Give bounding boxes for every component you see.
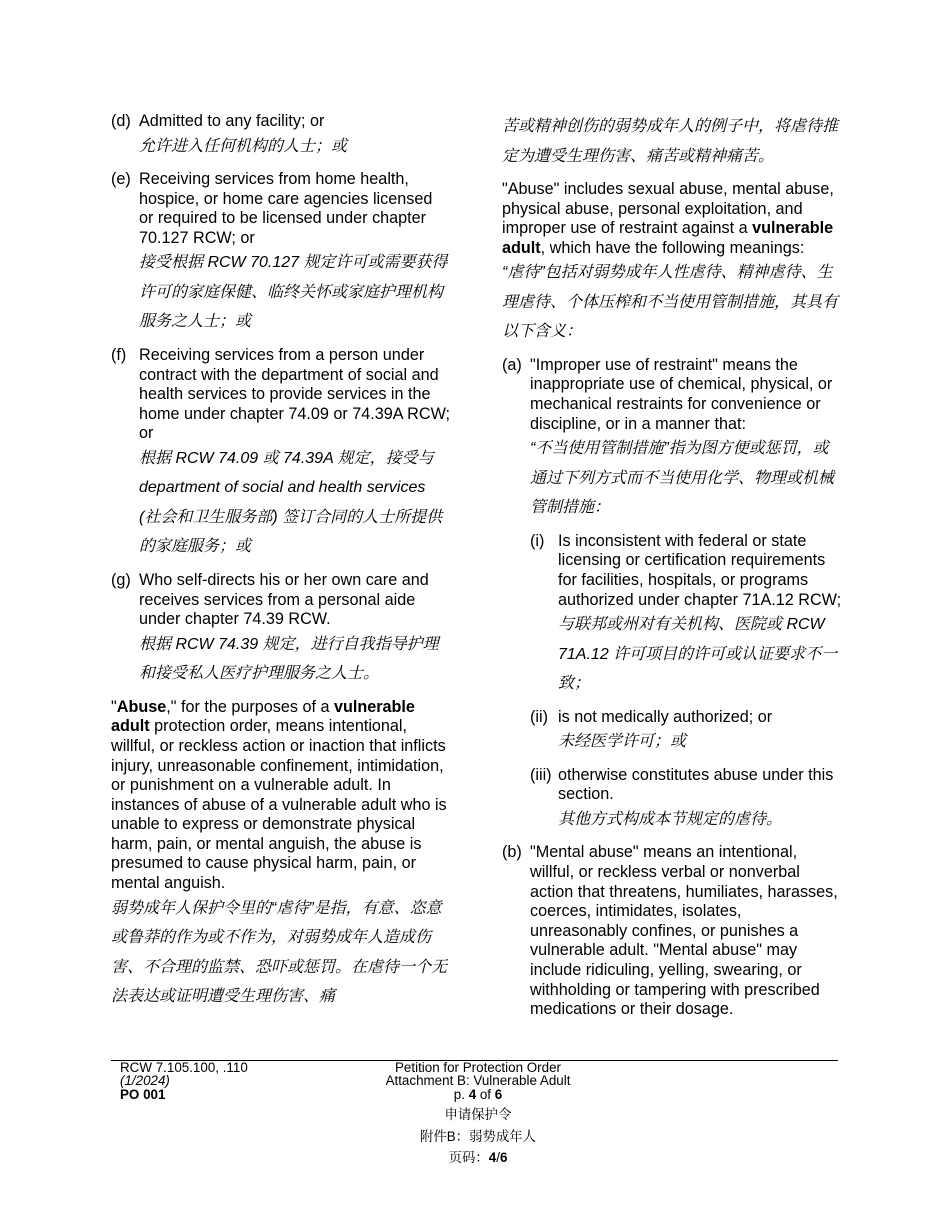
item-marker: (a) [502, 355, 522, 374]
footer-center [340, 1061, 616, 1101]
footer-date: (1/2024) [120, 1073, 170, 1089]
item-text-zh: 允许进入任何机构的人士；或 [139, 137, 348, 155]
list-item-d [111, 112, 451, 161]
abuse-definition-zh: 弱势成年人保护令里的“虐待”是指，有意、恣意或鲁莽的作为或不作为，对弱势成年人造成伤害、不合理的监禁、恐吓或惩罚。在虐待一个无法表达或证明遭受生理伤害、痛 [111, 899, 448, 1006]
text-run: / [496, 1150, 500, 1165]
list-item-b [502, 843, 842, 1019]
item-marker: (d) [111, 112, 131, 130]
footer-page [340, 1088, 616, 1101]
item-marker: (b) [502, 843, 522, 862]
list-item-g [111, 571, 451, 689]
item-text-en: Receiving services from home health, hospice, or home care agencies licensed or required to be licensed under chapter 70.127 RCW; or [139, 170, 433, 247]
item-marker: (ii) [530, 707, 548, 726]
list-item-e [111, 170, 451, 337]
term-vulnerable-adult: vulnerable adult [111, 697, 415, 736]
item-text-zh: 接受根据 RCW 70.127 规定许可或需要获得许可的家庭保健、临终关怀或家庭护理机构服务之人士；或 [139, 254, 448, 331]
abuse-definition-en [111, 698, 451, 894]
list-item-a [502, 356, 842, 835]
item-text-en: Who self-directs his or her own care and receives services from a personal aide under chapter 74.39 RCW. [139, 570, 429, 629]
abuse-includes [502, 180, 842, 347]
text-run: ," for the purposes of a [166, 697, 334, 716]
item-marker: (iii) [530, 765, 552, 784]
term-abuse: Abuse [116, 697, 167, 716]
right-column [502, 112, 842, 1029]
item-text-zh: 与联邦或州对有关机构、医院或 RCW 71A.12 许可项目的许可或认证要求不一致； [558, 616, 838, 693]
list-item-f [111, 346, 451, 562]
item-text-en: Admitted to any facility; or [139, 112, 325, 130]
footer-zh-attachment: 附件B：弱势成年人 [419, 1129, 537, 1144]
text-run: 页码： [448, 1150, 489, 1165]
item-text-en: Receiving services from a person under contract with the department of social and health services to provide services in the home under chapter 74.09 or 74.39A RCW; or [139, 345, 451, 443]
footer-zh-page [340, 1147, 616, 1166]
item-text-zh: 根据 RCW 74.39 规定，进行自我指导护理和接受私人医疗护理服务之人士。 [139, 635, 439, 683]
quote-mark: " [111, 697, 117, 716]
abuse-includes-en [502, 180, 842, 258]
sub-item-ii [530, 708, 842, 757]
page-total: 6 [494, 1086, 503, 1102]
sub-item-i [530, 532, 842, 699]
footer-rcw: RCW 7.105.100, .110 [120, 1060, 248, 1075]
abuse-includes-zh: “虐待”包括对弱势成年人性虐待、精神虐待、生理虐待、个体压榨和不当使用管制措施，其具有以下含义： [502, 264, 839, 341]
item-text-en: Is inconsistent with federal or state licensing or certification requirements for facilities, hospitals, or programs authorized under chapter 71A.12 RCW; [558, 531, 842, 609]
left-column [111, 112, 451, 1021]
abuse-definition-continued [502, 112, 842, 171]
text-run: p. [453, 1086, 469, 1102]
footer-zh-title: 申请保护令 [444, 1107, 512, 1122]
item-text-zh: 根据 RCW 74.09 或 74.39A 规定，接受与 department of social and health services (社会和卫生服务部) 签订合同的人士所提供的家庭服务；或 [139, 449, 443, 556]
text-run: protection order, means intentional, willful, or reckless action or inaction that inflicts injury, unreasonable confinement, intimidation, or punishment on a vulnerable adult. In instances of abuse of a vulnerable adult who is unable to express or demonstrate physical harm, pain, or mental anguish, the abuse is presumed to cause physical harm, pain, or mental anguish. [111, 717, 447, 893]
page-total: 6 [499, 1150, 508, 1165]
item-marker: (f) [111, 345, 127, 364]
item-text-en: otherwise constitutes abuse under this section. [558, 765, 834, 804]
item-text-zh: “不当使用管制措施”指为图方便或惩罚，或通过下列方式而不当使用化学、物理或机械管制措施： [530, 440, 835, 517]
page-number: 4 [488, 1150, 497, 1165]
item-text-en: is not medically authorized; or [558, 707, 773, 726]
text-run: , which have the following meanings: [540, 238, 805, 257]
item-marker: (e) [111, 170, 131, 189]
page-number: 4 [468, 1086, 477, 1102]
item-text-en: "Mental abuse" means an intentional, willful, or reckless verbal or nonverbal action that threatens, humiliates, harasses, coerces, intimidates, isolates, unreasonably confines, or punishes a vulnerable adult. "Mental abuse" may include ridiculing, yelling, swearing, or withholding or tampering with prescribed medications or their dosage. [530, 843, 838, 1019]
item-text-zh: 未经医学许可；或 [558, 733, 687, 751]
text-run: of [476, 1086, 495, 1102]
item-text-zh: 其他方式构成本节规定的虐待。 [558, 810, 783, 828]
item-marker: (g) [111, 570, 131, 589]
footer-attachment: Attachment B: Vulnerable Adult [385, 1073, 571, 1089]
term-vulnerable-adult: vulnerable adult [502, 219, 834, 257]
abuse-definition-zh-cont: 苦或精神创伤的弱势成年人的例子中，将虐待推定为遭受生理伤害、痛苦或精神痛苦。 [502, 118, 839, 165]
footer-form-number: PO 001 [120, 1086, 166, 1102]
item-marker: (i) [530, 531, 545, 550]
sub-item-iii [530, 766, 842, 835]
footer-title: Petition for Protection Order [395, 1060, 561, 1075]
footer-left [120, 1061, 248, 1101]
item-text-en: "Improper use of restraint" means the inappropriate use of chemical, physical, or mechanical restraints for convenience or discipline, or in a manner that: [530, 355, 833, 433]
text-run: "Abuse" includes sexual abuse, mental abuse, physical abuse, personal exploitation, and improper use of restraint against a [502, 180, 834, 238]
abuse-definition [111, 698, 451, 1012]
